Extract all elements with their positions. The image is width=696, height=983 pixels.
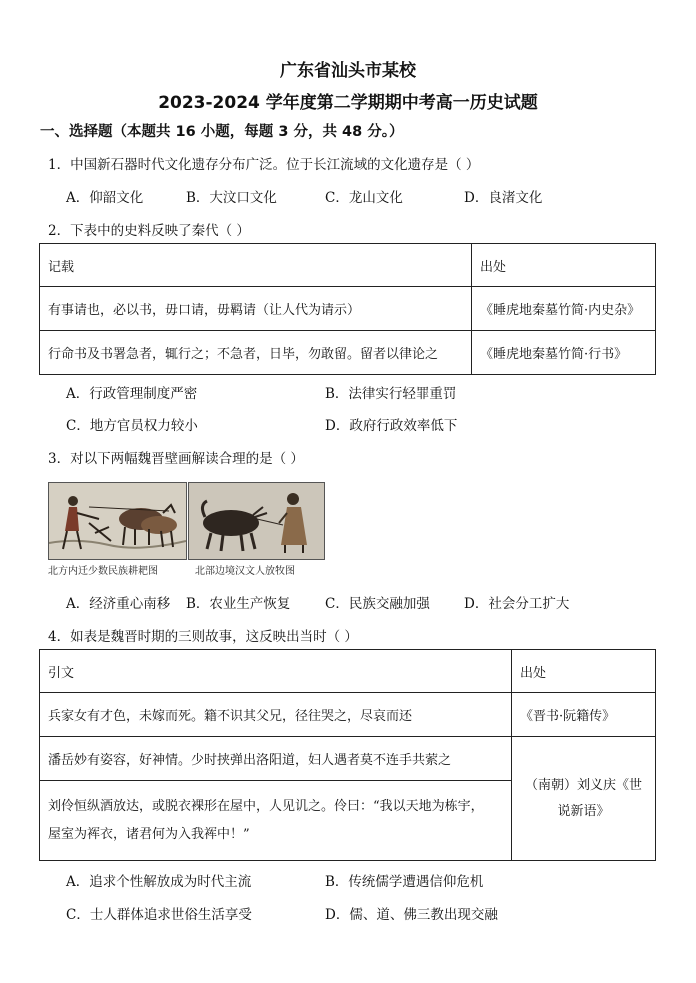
q4-row3-quote	[40, 781, 512, 861]
q2-row1-record: 有事请也，必以书，毋口请，毋羁请（让人代为请示）	[40, 287, 472, 331]
exam-title: 2023-2024 学年度第二学期期中考高一历史试题	[158, 93, 538, 113]
q1-option-b: B．大汶口文化	[186, 190, 277, 206]
q2-table	[39, 243, 656, 375]
q4-table-header-row	[40, 650, 656, 693]
q4-row2-quote: 潘岳妙有姿容，好神情。少时挟弹出洛阳道，妇人遇者莫不连手共萦之	[40, 737, 512, 781]
caption-plowing: 北方内迁少数民族耕耙图	[48, 566, 158, 577]
q2-option-a: A．行政管理制度严密	[66, 386, 198, 402]
q3-option-c: C．民族交融加强	[325, 596, 430, 612]
q4-option-d: D．儒、道、佛三教出现交融	[325, 907, 498, 923]
table-row	[40, 287, 656, 331]
q2-header-record: 记载	[40, 244, 472, 287]
question-3-stem: 3．对以下两幅魏晋壁画解读合理的是（ ）	[48, 451, 304, 467]
q4-row1-quote: 兵家女有才色，未嫁而死。籍不识其父兄，径往哭之，尽哀而还	[40, 693, 512, 737]
table-row	[40, 331, 656, 375]
q4-row3-line-1: 刘伶恒纵酒放达，或脱衣裸形在屋中，人见讥之。伶曰：“我以天地为栋宇，	[48, 798, 484, 814]
question-4-stem: 4．如表是魏晋时期的三则故事，这反映出当时（ ）	[48, 629, 358, 645]
question-2-stem: 2．下表中的史料反映了秦代（ ）	[48, 223, 250, 239]
q4-source-line-2: 说新语》	[557, 803, 610, 819]
q4-source-line-1: （南朝）刘义庆《世	[524, 777, 642, 793]
q4-shared-source	[512, 737, 656, 861]
q2-table-header-row	[40, 244, 656, 287]
q2-option-d: D．政府行政效率低下	[325, 418, 458, 434]
q4-row3-line-2: 屋室为裈衣，诸君何为入我裈中！”	[48, 826, 250, 842]
q3-option-a: A．经济重心南移	[66, 596, 171, 612]
q1-option-c: C．龙山文化	[325, 190, 403, 206]
q2-row2-source: 《睡虎地秦墓竹简·行书》	[472, 331, 656, 375]
q2-option-b: B．法律实行轻罪重罚	[325, 386, 457, 402]
q4-header-quote: 引文	[40, 650, 512, 693]
table-row	[40, 737, 656, 781]
q4-option-a: A．追求个性解放成为时代主流	[66, 874, 252, 890]
table-row	[40, 693, 656, 737]
school-title: 广东省汕头市某校	[280, 61, 416, 81]
q2-header-source: 出处	[472, 244, 656, 287]
q2-row1-source: 《睡虎地秦墓竹简·内史杂》	[472, 287, 656, 331]
q2-option-c: C．地方官员权力较小	[66, 418, 198, 434]
question-1-stem: 1．中国新石器时代文化遗存分布广泛。位于长江流域的文化遗存是（ ）	[48, 157, 480, 173]
herding-mural-image	[188, 482, 325, 560]
q4-option-b: B．传统儒学遭遇信仰危机	[325, 874, 484, 890]
q2-row2-record: 行命书及书署急者，辄行之；不急者，日毕，勿敢留。留者以律论之	[40, 331, 472, 375]
q1-option-a: A．仰韶文化	[66, 190, 144, 206]
plowing-mural-image	[48, 482, 187, 560]
q3-option-d: D．社会分工扩大	[464, 596, 570, 612]
section-heading: 一、选择题（本题共 16 小题，每题 3 分，共 48 分。）	[40, 124, 404, 140]
q4-option-c: C．士人群体追求世俗生活享受	[66, 907, 252, 923]
q4-header-source: 出处	[512, 650, 656, 693]
q3-option-b: B．农业生产恢复	[186, 596, 291, 612]
q4-table	[39, 649, 656, 861]
q1-option-d: D．良渚文化	[464, 190, 543, 206]
caption-herding: 北部边境汉文人放牧图	[195, 566, 295, 577]
q4-row1-source: 《晋书·阮籍传》	[512, 693, 656, 737]
